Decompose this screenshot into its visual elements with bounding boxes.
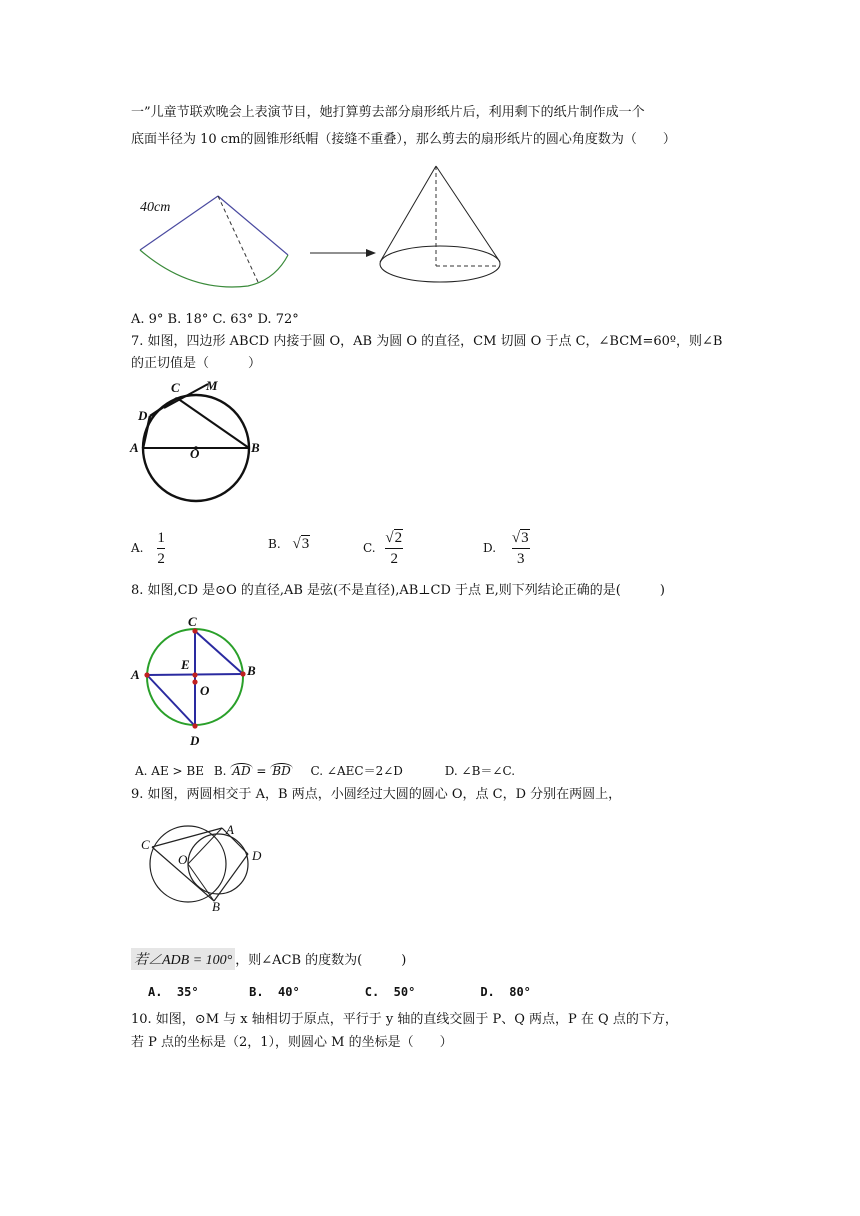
- q7-option-d-key: D.: [483, 541, 497, 555]
- q8-point-a: [144, 672, 149, 677]
- q8-option-b-eq: =: [252, 764, 271, 778]
- q7-label-c: C: [171, 380, 180, 395]
- q7-option-a-den: 2: [157, 551, 165, 567]
- q8-option-b-arc1: AD: [232, 764, 251, 778]
- sector-right-radius: [218, 196, 288, 255]
- q8-point-e: [192, 672, 197, 677]
- cone-base: [380, 246, 500, 282]
- q8-line1: 8. 如图,CD 是⊙O 的直径,AB 是弦(不是直径),AB⊥CD 于点 E,则下列结论正确的是( ): [131, 583, 665, 598]
- q7-option-c: [363, 528, 403, 569]
- q9-segment-bd: [214, 854, 248, 901]
- q7-option-b-key: B.: [268, 537, 281, 551]
- q9-condition: [131, 948, 406, 970]
- q8-option-b-key: B.: [213, 764, 227, 778]
- sector-cut-line: [218, 196, 258, 282]
- q9-segment-ca: [152, 828, 222, 847]
- q10-line1: 10. 如图，⊙M 与 x 轴相切于原点，平行于 y 轴的直线交圆于 P、Q 两点，P 在 Q 点的下方，: [131, 1012, 678, 1027]
- q7-option-a-key: A.: [131, 541, 144, 555]
- q7-chord-cb: [177, 398, 249, 448]
- q8-options: [135, 762, 515, 779]
- q7-option-a-num: 1: [157, 530, 165, 546]
- q9-segment-oa: [188, 828, 222, 864]
- q9-label-d: D: [252, 848, 262, 863]
- q9-label-b: B: [212, 899, 220, 914]
- q8-option-a: A. AE > BE: [135, 764, 204, 778]
- q9-condition-tail: ，则∠ACB 的度数为( ): [235, 953, 407, 968]
- q7-option-c-den: 2: [390, 551, 399, 567]
- q7-line1: 7. 如图，四边形 ABCD 内接于圆 O，AB 为圆 O 的直径，CM 切圆 O 于点 C，∠BCM=60º，则∠B: [131, 334, 723, 349]
- sector-arc: [140, 250, 288, 287]
- q7-label-o: O: [190, 446, 200, 461]
- q9-line1: 9. 如图，两圆相交于 A，B 两点，小圆经过大圆的圆心 O，点 C，D 分别在两圆上，: [131, 787, 622, 802]
- q6-line1: 一”儿童节联欢晚会上表演节目，她打算剪去部分扇形纸片后，利用剩下的纸片制作成一个: [131, 105, 645, 120]
- q7-option-a-fraction: [157, 528, 165, 569]
- q8-label-c: C: [188, 614, 197, 629]
- q8-label-a: A: [131, 667, 140, 682]
- q7-option-c-rad: 2: [394, 530, 403, 546]
- q7-option-b: B. √3: [268, 536, 310, 552]
- q6-fig-label: 40cm: [140, 200, 171, 215]
- q7-label-d: D: [138, 408, 148, 423]
- q9-figure: [130, 818, 270, 918]
- q8-label-d: D: [190, 733, 200, 748]
- q7-figure: [128, 378, 268, 508]
- q9-label-c: C: [141, 837, 150, 852]
- q7-label-m: M: [206, 378, 218, 393]
- q10-line2: 若 P 点的坐标是（2，1），则圆心 M 的坐标是（ ）: [131, 1035, 453, 1050]
- q9-label-a: A: [226, 822, 234, 837]
- q8-point-o: [192, 679, 197, 684]
- q7-option-d-den: 3: [516, 551, 525, 567]
- q8-point-d: [192, 723, 197, 728]
- q9-label-o: O: [178, 852, 188, 867]
- q8-label-b: B: [247, 663, 256, 678]
- q6-options: A. 9° B. 18° C. 63° D. 72°: [131, 312, 299, 327]
- q7-label-b: B: [251, 440, 260, 455]
- q6-line2: 底面半径为 10 cm的圆锥形纸帽（接缝不重叠），那么剪去的扇形纸片的圆心角度数为（ ）: [131, 132, 676, 147]
- q8-label-o: O: [200, 683, 210, 698]
- q8-option-b-arc2: BD: [272, 764, 291, 778]
- cone-left-edge: [380, 166, 436, 262]
- q8-point-b: [240, 671, 245, 676]
- q7-line2: 的正切值是（ ）: [131, 356, 262, 371]
- q7-option-c-fraction: $\frac{√2}{2}$: [385, 530, 403, 567]
- q7-option-c-key: C.: [363, 541, 376, 555]
- q7-option-a: [131, 528, 165, 569]
- q7-option-b-rad: 3: [301, 536, 310, 552]
- q8-option-d: D. ∠B＝∠C.: [444, 764, 516, 778]
- q9-condition-image: 若∠ADB = 100°: [131, 948, 235, 970]
- q7-chord-dc: [150, 398, 177, 416]
- q8-label-e: E: [181, 657, 190, 672]
- q9-small-circle: [188, 834, 248, 894]
- arrow-head: [366, 249, 376, 257]
- q7-option-d-rad: 3: [521, 530, 529, 546]
- q7-option-d-fraction: $\frac{√3}{3}$: [511, 530, 529, 567]
- q7-label-a: A: [130, 440, 139, 455]
- q8-figure: [140, 622, 250, 740]
- q8-option-c: C. ∠AEC＝2∠D: [310, 764, 403, 778]
- q6-figure: [130, 158, 510, 298]
- q7-option-d: [483, 528, 530, 569]
- q9-options: A. 35° B. 40° C. 50° D. 80°: [148, 985, 531, 999]
